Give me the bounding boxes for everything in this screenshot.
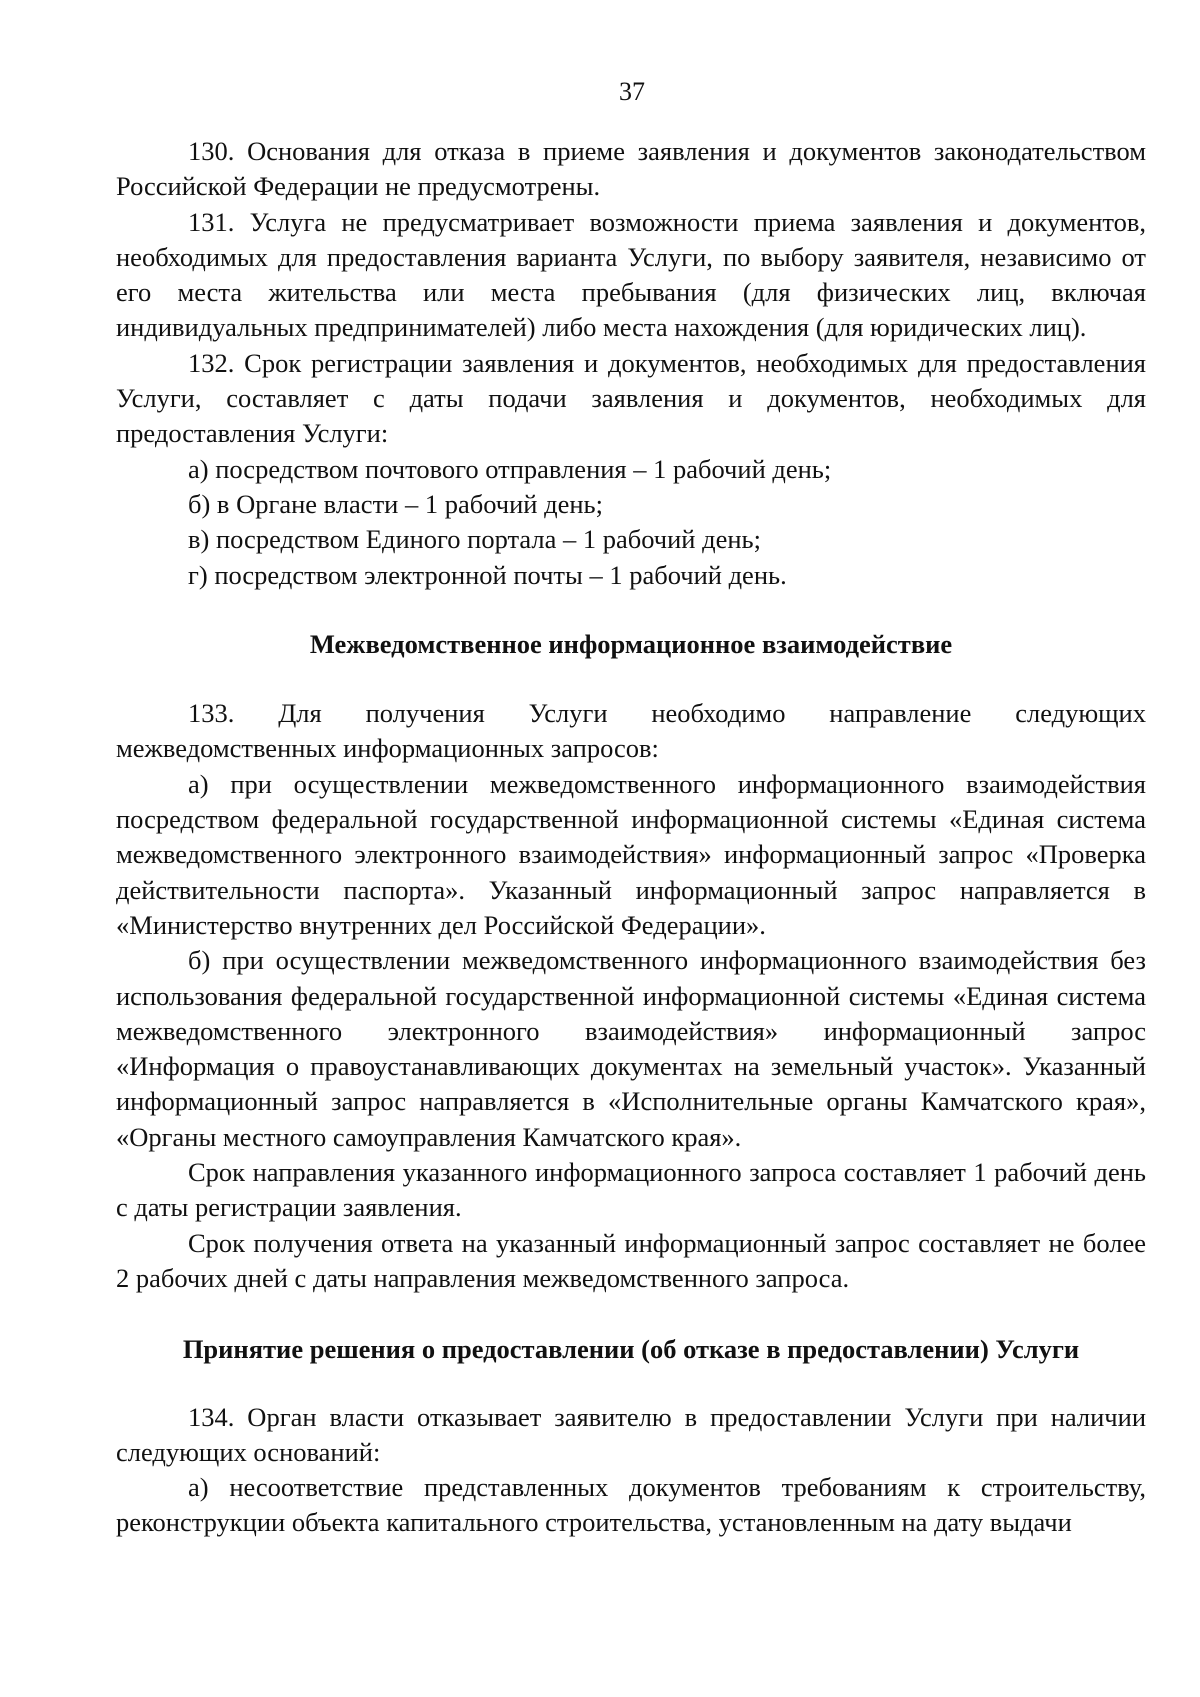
paragraph-134: 134. Орган власти отказывает заявителю в предоставлении Услуги при наличии следующих оснований: xyxy=(116,1401,1146,1467)
section-heading-interagency: Межведомственное информационное взаимодействие xyxy=(309,628,953,659)
section-heading-decision: Принятие решения о предоставлении (об отказе в предоставлении) Услуги xyxy=(182,1334,1080,1365)
paragraph-132: 132. Срок регистрации заявления и документов, необходимых для предоставления Услуги, составляет с даты подачи заявления и документов, необходимых для предоставления Услуги: xyxy=(116,347,1146,449)
paragraph-131: 131. Услуга не предусматривает возможности приема заявления и документов, необходимых для предоставления варианта Услуги, по выбору заявителя, независимо от его места жительства или места пребывания (для физических лиц, включая индивидуальных предпринимателей) либо места нахождения (для юридических лиц). xyxy=(116,206,1146,343)
list-item-134-a: а) несоответствие представленных документов требованиям к строительству, реконструкции объекта капитального строительства, установленным на дату выдачи xyxy=(116,1472,1146,1538)
paragraph-133: 133. Для получения Услуги необходимо направление следующих межведомственных информационных запросов: xyxy=(116,698,1146,764)
page-number: 37 xyxy=(619,77,645,106)
list-item-132-g: г) посредством электронной почты – 1 рабочий день. xyxy=(188,559,787,590)
list-item-132-b: б) в Органе власти – 1 рабочий день; xyxy=(188,488,603,519)
paragraph-130: 130. Основания для отказа в приеме заявления и документов законодательством Российской Федерации не предусмотрены. xyxy=(116,136,1146,202)
list-item-133-b: б) при осуществлении межведомственного информационного взаимодействия без использования федеральной государственной информационной системы «Единая система межведомственного электронного взаимодействия» информационный запрос «Информация о правоустанавливающих документах на земельный участок». Указанный информационный запрос направляется в «Исполнительные органы Камчатского края», «Органы местного самоуправления Камчатского края». xyxy=(116,945,1146,1152)
paragraph-133-term-send: Срок направления указанного информационного запроса составляет 1 рабочий день с даты регистрации заявления. xyxy=(116,1157,1146,1223)
list-item-132-v: в) посредством Единого портала – 1 рабочий день; xyxy=(188,524,761,555)
paragraph-133-term-reply: Срок получения ответа на указанный информационный запрос составляет не более 2 рабочих дней с даты направления межведомственного запроса. xyxy=(116,1227,1146,1293)
document-body xyxy=(116,134,1146,1541)
list-item-133-a: а) при осуществлении межведомственного информационного взаимодействия посредством федеральной государственной информационной системы «Единая система межведомственного электронного взаимодействия» информационный запрос «Проверка действительности паспорта». Указанный информационный запрос направляется в «Министерство внутренних дел Российской Федерации». xyxy=(116,768,1146,940)
list-item-132-a: а) посредством почтового отправления – 1 рабочий день; xyxy=(188,453,832,484)
